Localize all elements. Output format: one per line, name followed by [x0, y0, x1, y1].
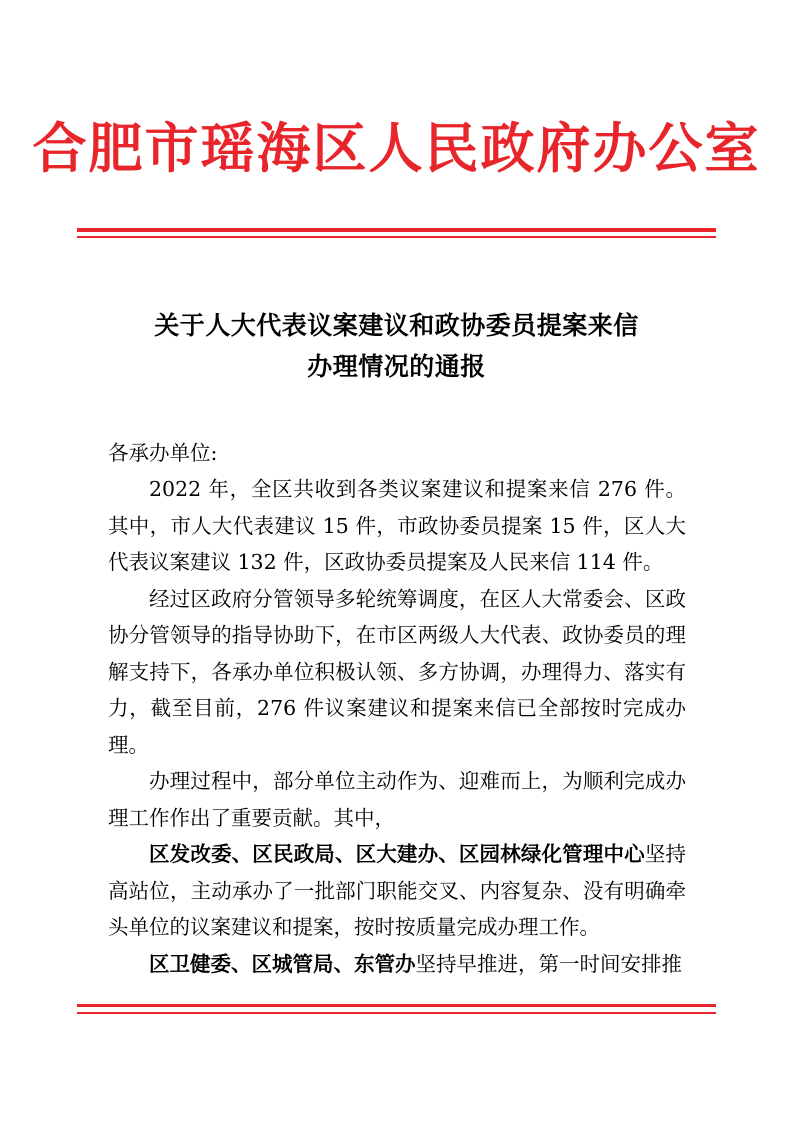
- masthead-divider-thick: [77, 228, 716, 232]
- document-body: [108, 435, 686, 982]
- body-paragraph: 办理过程中，部分单位主动作为、迎难而上，为顺利完成办理工作作出了重要贡献。其中，: [108, 769, 686, 830]
- footer-divider-thick: [77, 1004, 716, 1007]
- document-title-line-2: 办理情况的通报: [307, 351, 486, 381]
- masthead-divider-thin: [77, 236, 716, 238]
- issuing-office-title: 合肥市瑶海区人民政府办公室: [32, 116, 761, 180]
- body-paragraph: 经过区政府分管领导多轮统筹调度，在区人大常委会、区政协分管领导的指导协助下，在市区两级人大代表、政协委员的理解支持下，各承办单位积极认领、多方协调，办理得力、落实有力，截至目前，276 件议案建议和提案来信已全部按时完成办理。: [108, 586, 686, 757]
- body-paragraph-highlight: [108, 946, 686, 982]
- document-title: [110, 306, 683, 387]
- highlight-paragraph-text: 坚持早推进，第一时间安排推: [415, 951, 682, 976]
- highlighted-units: 区卫健委、区城管局、东管办: [149, 951, 416, 976]
- document-title-line-1: 关于人大代表议案建议和政协委员提案来信: [154, 311, 639, 340]
- footer-divider-thin: [77, 1012, 716, 1014]
- highlight-paragraph-text: 坚持高站位，主动承办了一批部门职能交叉、内容复杂、没有明确牵头单位的议案建议和提案，按时按质量完成办理工作。: [108, 842, 687, 940]
- body-paragraph: 2022 年，全区共收到各类议案建议和提案来信 276 件。其中，市人大代表建议 15 件，市政协委员提案 15 件，区人大代表议案建议 132 件，区政协委员提案及人民来信 114 件。: [108, 477, 686, 575]
- highlighted-units: 区发改委、区民政局、区大建办、区园林绿化管理中心: [149, 842, 645, 867]
- body-paragraph-highlight: [108, 836, 686, 945]
- salutation: 各承办单位:: [108, 441, 218, 465]
- masthead: [0, 118, 793, 178]
